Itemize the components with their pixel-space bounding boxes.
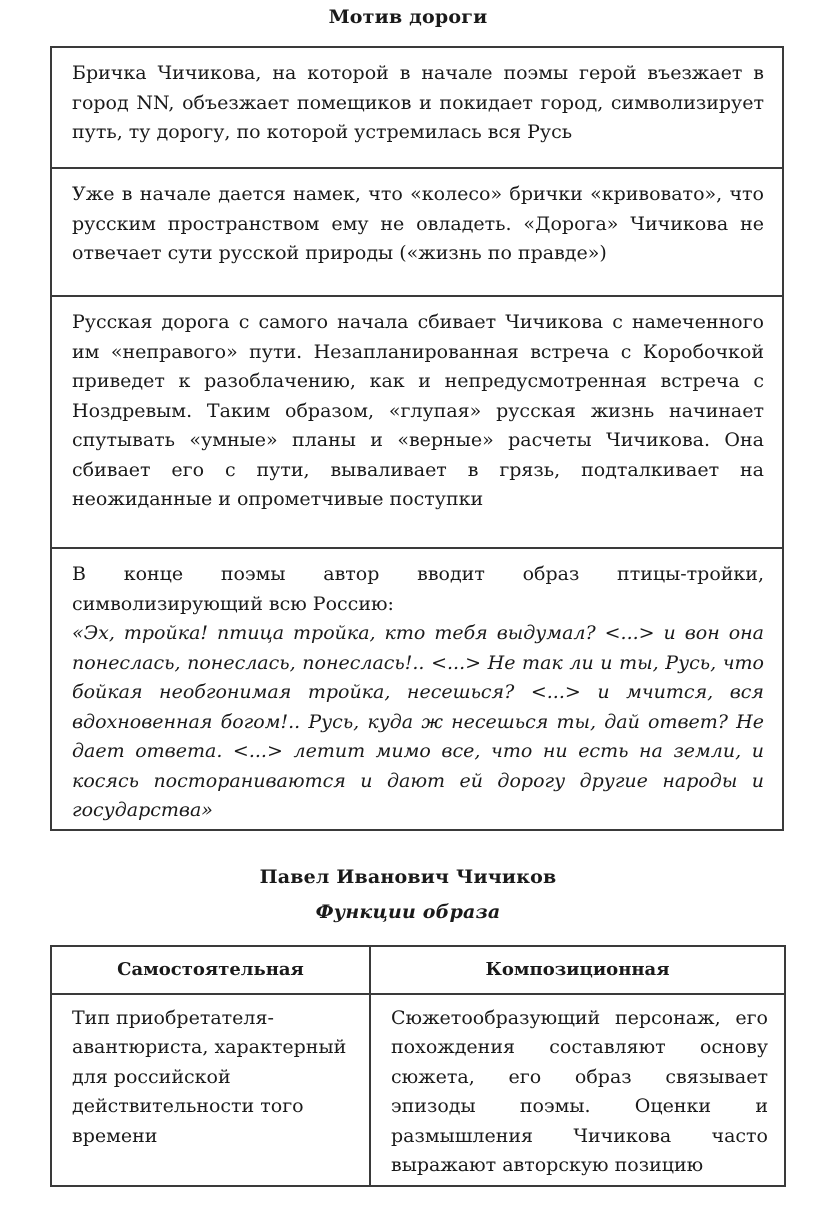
column-header-independent: Самостоятельная: [51, 946, 370, 994]
road-motif-cell-1: Бричка Чичикова, на которой в начале поэмы герой въезжает в город NN, объезжает помещиков и покидает город, символизирует путь, ту дорогу, по которой устремилась вся Русь: [51, 47, 783, 168]
table-header-row: [51, 946, 785, 994]
independent-function-cell: Тип приобретателя-авантюриста, характерный для российской действительности того времени: [51, 994, 370, 1186]
column-header-compositional: Композиционная: [370, 946, 785, 994]
road-motif-cell-3: Русская дорога с самого начала сбивает Чичикова с намеченного им «неправого» пути. Незапланированная встреча с Коробочкой приведет к разоблачению, как и непредусмотренная встреча с Ноздревым. Таким образом, «глупая» русская жизнь начинает спутывать «умные» планы и «верные» расчеты Чичикова. Она сбивает его с пути, вываливает в грязь, подталкивает на неожиданные и опрометчивые поступки: [51, 296, 783, 548]
troika-intro-text: В конце поэмы автор вводит образ птицы-тройки, символизирующий всю Россию:: [72, 563, 764, 615]
table-row: [51, 47, 783, 168]
road-motif-table: [50, 46, 784, 831]
road-motif-cell-4: [51, 548, 783, 830]
road-motif-cell-2: Уже в начале дается намек, что «колесо» брички «кривовато», что русским пространством ему не овладеть. «Дорога» Чичикова не отвечает сути русской природы («жизнь по правде»): [51, 168, 783, 296]
table-row: [51, 548, 783, 830]
table-row: [51, 994, 785, 1186]
image-functions-subtitle: Функции образа: [315, 901, 501, 923]
table-row: [51, 296, 783, 548]
table-row: [51, 168, 783, 296]
troika-quote: «Эх, тройка! птица тройка, кто тебя выдумал? <...> и вон она понеслась, понеслась, понеслась!.. <...> Не так ли и ты, Русь, что бойкая необгонимая тройка, несешься? <...> и мчится, вся вдохновенная богом!.. Русь, куда ж несешься ты, дай ответ? Не дает ответа. <...> летит мимо все, что ни есть на земли, и косясь постораниваются и дают ей дорогу другие народы и государства»: [72, 622, 764, 821]
compositional-function-cell: Сюжетообразующий персонаж, его похождения составляют основу сюжета, его образ связывает эпизоды поэмы. Оценки и размышления Чичикова часто выражают авторскую позицию: [370, 994, 785, 1186]
road-motif-title: Мотив дороги: [328, 6, 488, 28]
image-functions-table: [50, 945, 786, 1187]
character-title: Павел Иванович Чичиков: [259, 866, 557, 888]
